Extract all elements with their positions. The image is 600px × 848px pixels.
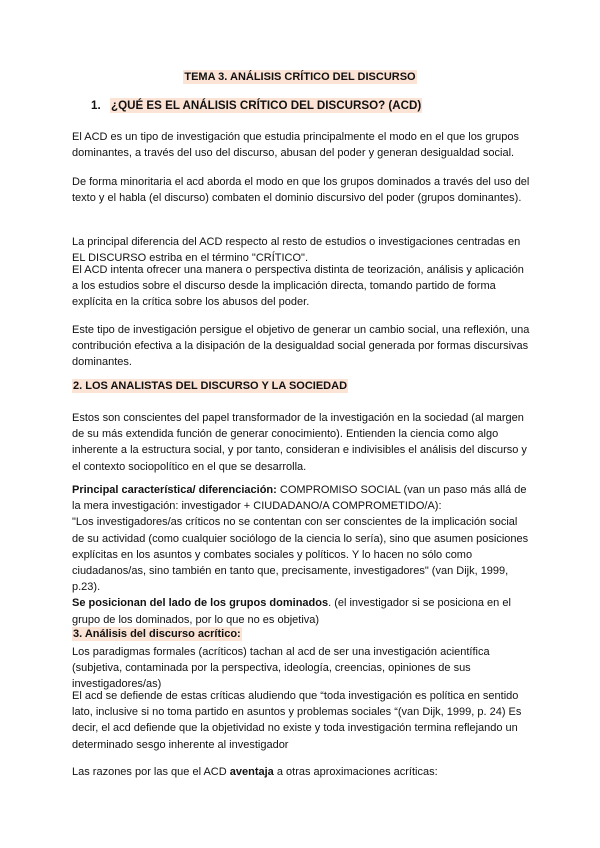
position-statement: Se posicionan del lado de los grupos dominados: [72, 597, 329, 610]
section1-paragraph-3a: La principal diferencia del ACD respecto al resto de estudios o investigaciones centradas en EL DISCURSO estriba en el término "CRÍTICO".: [72, 236, 521, 265]
section1-paragraph-4: Este tipo de investigación persigue el objetivo de generar un cambio social, una reflexión, una contribución efectiva a la disipación de la desigualdad social generada por formas discursivas dominantes.: [72, 324, 530, 369]
section1-paragraph-2: De forma minoritaria el acd aborda el modo en que los grupos dominados a través del uso del texto y el habla (el discurso) combaten el dominio discursivo del poder (grupos dominantes).: [72, 176, 530, 205]
section2-paragraph-1: Estos son conscientes del papel transformador de la investigación en la sociedad (al margen de su más extendida función de generar conocimiento). Entienden la ciencia como algo inherente a la estructura social, y por tanto, consideran e indivisibles el análisis del discurso y el contexto sociopolítico en el que se desarrolla.: [72, 412, 527, 473]
document-title: TEMA 3. ANÁLISIS CRÍTICO DEL DISCURSO: [184, 71, 416, 83]
section1-heading: 1. ¿QUÉ ES EL ANÁLISIS CRÍTICO DEL DISCURSO? (ACD): [91, 99, 422, 112]
section1-paragraph-3b: El ACD intenta ofrecer una manera o perspectiva distinta de teorización, análisis y aplicación a los estudios sobre el discurso desde la implicación directa, tomando partido de forma explícita en la crítica sobre los abusos del poder.: [72, 264, 524, 309]
section3-heading: 3. Análisis del discurso acrítico:: [73, 628, 241, 640]
section3-paragraph-1: Los paradigmas formales (acríticos) tachan al acd de ser una investigación acientífica (subjetiva, contaminada por la perspectiva, ideología, creencias, opiniones de sus investigadores/as): [72, 646, 490, 691]
section3-paragraph-2: El acd se defiende de estas críticas aludiendo que “toda investigación es política en sentido lato, inclusive si no toma partido en asuntos y problemas sociales “(van Dijk, 1999, p. 24) Es decir, el acd defiende que la objetividad no existe y toda investigación termina reflejando un determinado sesgo inherente al investigador: [72, 690, 522, 751]
van-dijk-quote: "Los investigadores/as críticos no se contentan con ser conscientes de la implicación social de su actividad (como cualquier sociólogo de la ciencia lo sería), sino que asumen posiciones explícitas en los asuntos y combates sociales y políticos. Y lo hacen no sólo como ciudadanos/as, sino también en tanto que, precisamente, investigadores" (van Dijk, 1999, p.23).: [72, 516, 529, 594]
section3-paragraph-3: Las razones por las que el ACD aventaja a otras aproximaciones acríticas:: [72, 766, 438, 778]
section2-paragraph-2: Principal característica/ diferenciación: COMPROMISO SOCIAL (van un paso más allá de la mera investigación: investigador + CIUDADANO/A COMPROMETIDO/A): "Los investigadores/as críticos no se contentan con ser conscientes de la implicación social de su actividad (como cualquier sociólogo de la ciencia lo sería), sino que asumen posiciones explícitas en los asuntos y combates sociales y políticos. Y lo hacen no sólo como ciudadanos/as, sino también en tanto que, precisamente, investigadores" (van Dijk, 1999, p.23). Se posicionan del lado de los grupos dominados. (el investigador si se posiciona en el grupo de los dominados, por lo que no es objetiva): [72, 484, 529, 626]
characteristic-label: Principal característica/ diferenciación:: [72, 484, 277, 496]
section2-heading: 2. LOS ANALISTAS DEL DISCURSO Y LA SOCIEDAD: [73, 380, 348, 392]
section1-paragraph-1: El ACD es un tipo de investigación que estudia principalmente el modo en el que los grupos dominantes, a través del uso del discurso, abusan del poder y generan desigualdad social.: [72, 131, 519, 160]
